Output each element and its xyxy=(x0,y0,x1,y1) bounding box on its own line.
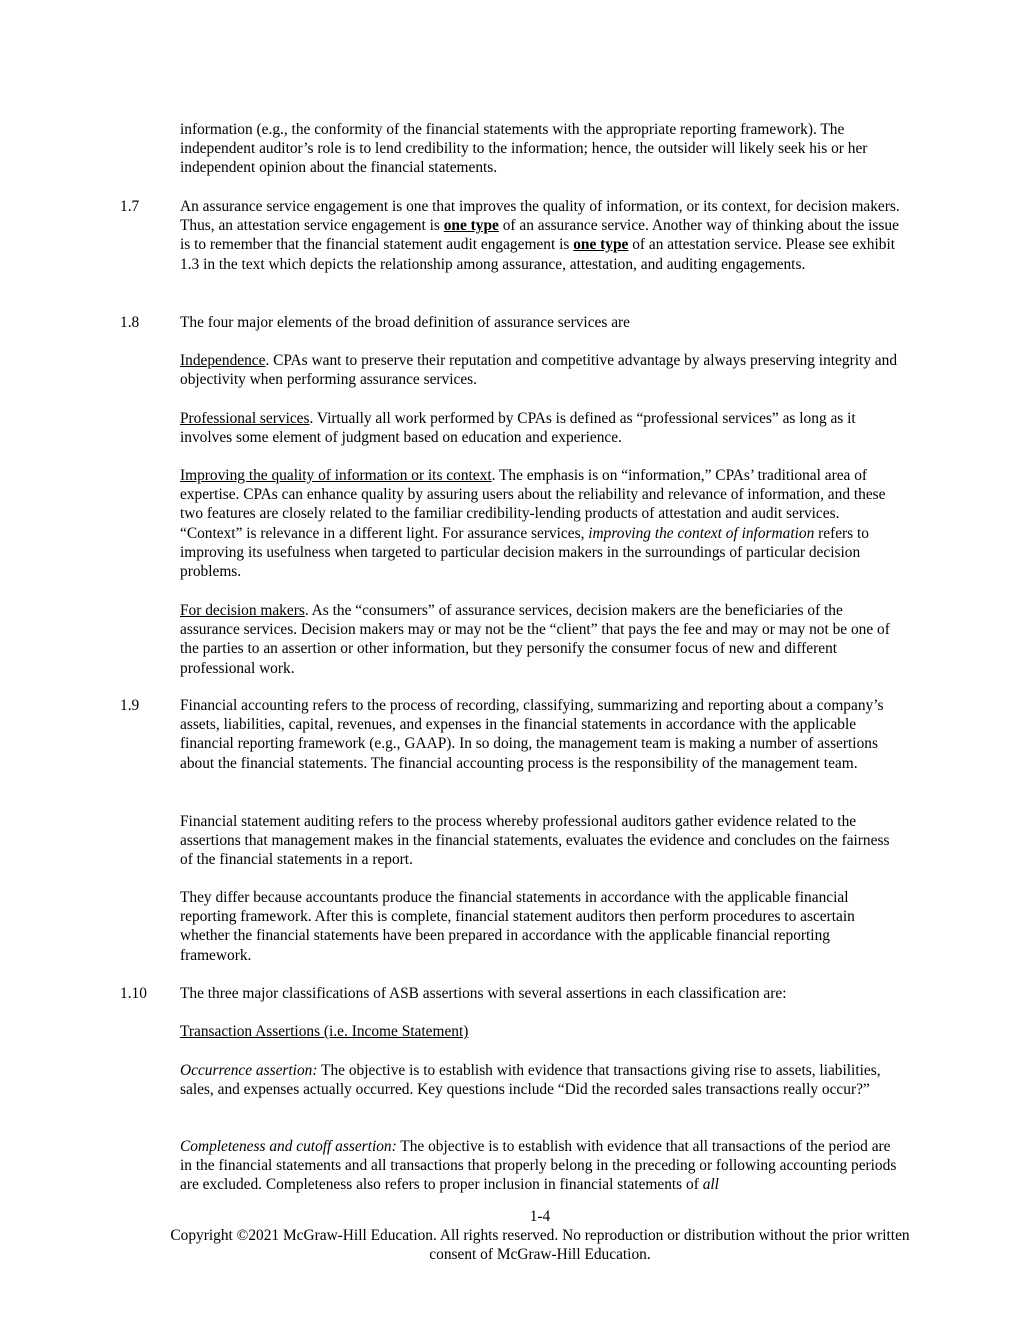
question-number-1-10: 1.10 xyxy=(120,985,147,1002)
independence-heading: Independence xyxy=(180,352,266,369)
answer-1-7-emphasis-2: one type xyxy=(573,236,629,254)
answer-1-7 xyxy=(180,197,902,274)
quality-of-information-text-2: refers to improving its usefulness when targeted to particular decision makers in the surroundings of particular decision problems. xyxy=(180,524,869,581)
answer-1-7-emphasis-1: one type xyxy=(443,217,499,235)
answer-1-7-text-1: An assurance service engagement is one that improves the quality of information, or its context, for decision makers. Thus, an attestation service engagement is xyxy=(180,198,900,235)
page-number: 1-4 xyxy=(529,1208,551,1225)
intro-paragraph: information (e.g., the conformity of the financial statements with the appropriate reporting framework). The independent auditor’s role is to lend credibility to the information; hence, the outsider will likely seek his or her independent opinion about the financial statements. xyxy=(180,121,868,177)
independence-paragraph xyxy=(180,351,902,389)
independence-text: . CPAs want to preserve their reputation and competitive advantage by always preserving integrity and objectivity when performing assurance services. xyxy=(180,352,898,389)
completeness-assertion-italic: all xyxy=(702,1176,719,1194)
transaction-assertions-heading-text: Transaction Assertions (i.e. Income Statement) xyxy=(180,1023,469,1040)
quality-of-information-text-1: . The emphasis is on “information,” CPAs’ traditional area of expertise. CPAs can enhance quality by assuring users about the reliability and relevance of information, and these two features are closely related to the familiar credibility-lending products of attestation and audit services. “Context” is relevance in a different light. For assurance services, xyxy=(180,467,886,542)
question-number-1-8: 1.8 xyxy=(120,314,140,331)
professional-services-paragraph xyxy=(180,409,902,447)
professional-services-heading: Professional services xyxy=(180,410,310,427)
copyright-notice: Copyright ©2021 McGraw-Hill Education. All rights reserved. No reproduction or distribution without the prior written consent of McGraw-Hill Education. xyxy=(170,1227,910,1264)
decision-makers-text: . As the “consumers” of assurance services, decision makers are the beneficiaries of the assurance services. Decision makers may or may not be the “client” that pays the fee and may or may not be one of the parties to an assertion or other information, but they personify the consumer focus of new and different professional work. xyxy=(180,602,890,677)
quality-of-information-italic: improving the context of information xyxy=(588,524,815,542)
answer-1-10-lead: The three major classifications of ASB assertions with several assertions in each classification are: xyxy=(180,985,787,1002)
transaction-assertions-heading xyxy=(180,1022,902,1041)
quality-of-information-heading: Improving the quality of information or its context xyxy=(180,467,492,484)
completeness-assertion-text: The objective is to establish with evidence that all transactions of the period are in the financial statements and all transactions that properly belong in the preceding or following accounting periods are excluded. Completeness also refers to proper inclusion in financial statements of xyxy=(180,1138,897,1194)
completeness-assertion-paragraph xyxy=(180,1137,902,1195)
completeness-assertion-title: Completeness and cutoff assertion: xyxy=(180,1138,397,1155)
decision-makers-paragraph xyxy=(180,601,902,678)
professional-services-text: . Virtually all work performed by CPAs is defined as “professional services” as long as it involves some element of judgment based on education and experience. xyxy=(180,410,856,447)
occurrence-assertion-text: The objective is to establish with evidence that transactions giving rise to assets, liabilities, sales, and expenses actually occurred. Key questions include “Did the recorded sales transactions really occur?” xyxy=(180,1062,881,1099)
question-number-1-9: 1.9 xyxy=(120,697,140,714)
answer-1-7-text-3: of an attestation service. Please see exhibit 1.3 in the text which depicts the relationship among assurance, attestation, and auditing engagements. xyxy=(180,236,896,273)
decision-makers-heading: For decision makers xyxy=(180,602,305,619)
answer-1-8-lead: The four major elements of the broad definition of assurance services are xyxy=(180,314,630,331)
answer-1-9-paragraph-3: They differ because accountants produce the financial statements in accordance with the applicable financial reporting framework. After this is complete, financial statement auditors then perform procedures to ascertain whether the financial statements have been prepared in accordance with the applicable financial reporting framework. xyxy=(180,889,855,964)
question-number-1-7: 1.7 xyxy=(120,198,140,215)
occurrence-assertion-title: Occurrence assertion: xyxy=(180,1062,318,1079)
answer-1-9-paragraph-1: Financial accounting refers to the process of recording, classifying, summarizing and reporting about a company’s assets, liabilities, capital, revenues, and expenses in the financial statements in accordance with the applicable financial reporting framework (e.g., GAAP). In so doing, the management team is making a number of assertions about the financial statements. The financial accounting process is the responsibility of the management team. xyxy=(180,697,884,772)
answer-1-9-paragraph-2: Financial statement auditing refers to the process whereby professional auditors gather evidence related to the assertions that management makes in the financial statements, evaluates the evidence and concludes on the fairness of the financial statements in a report. xyxy=(180,813,890,869)
occurrence-assertion-paragraph xyxy=(180,1061,902,1099)
answer-1-7-text-2: of an assurance service. Another way of thinking about the issue is to remember that the financial statement audit engagement is xyxy=(180,217,899,254)
quality-of-information-paragraph xyxy=(180,466,902,581)
